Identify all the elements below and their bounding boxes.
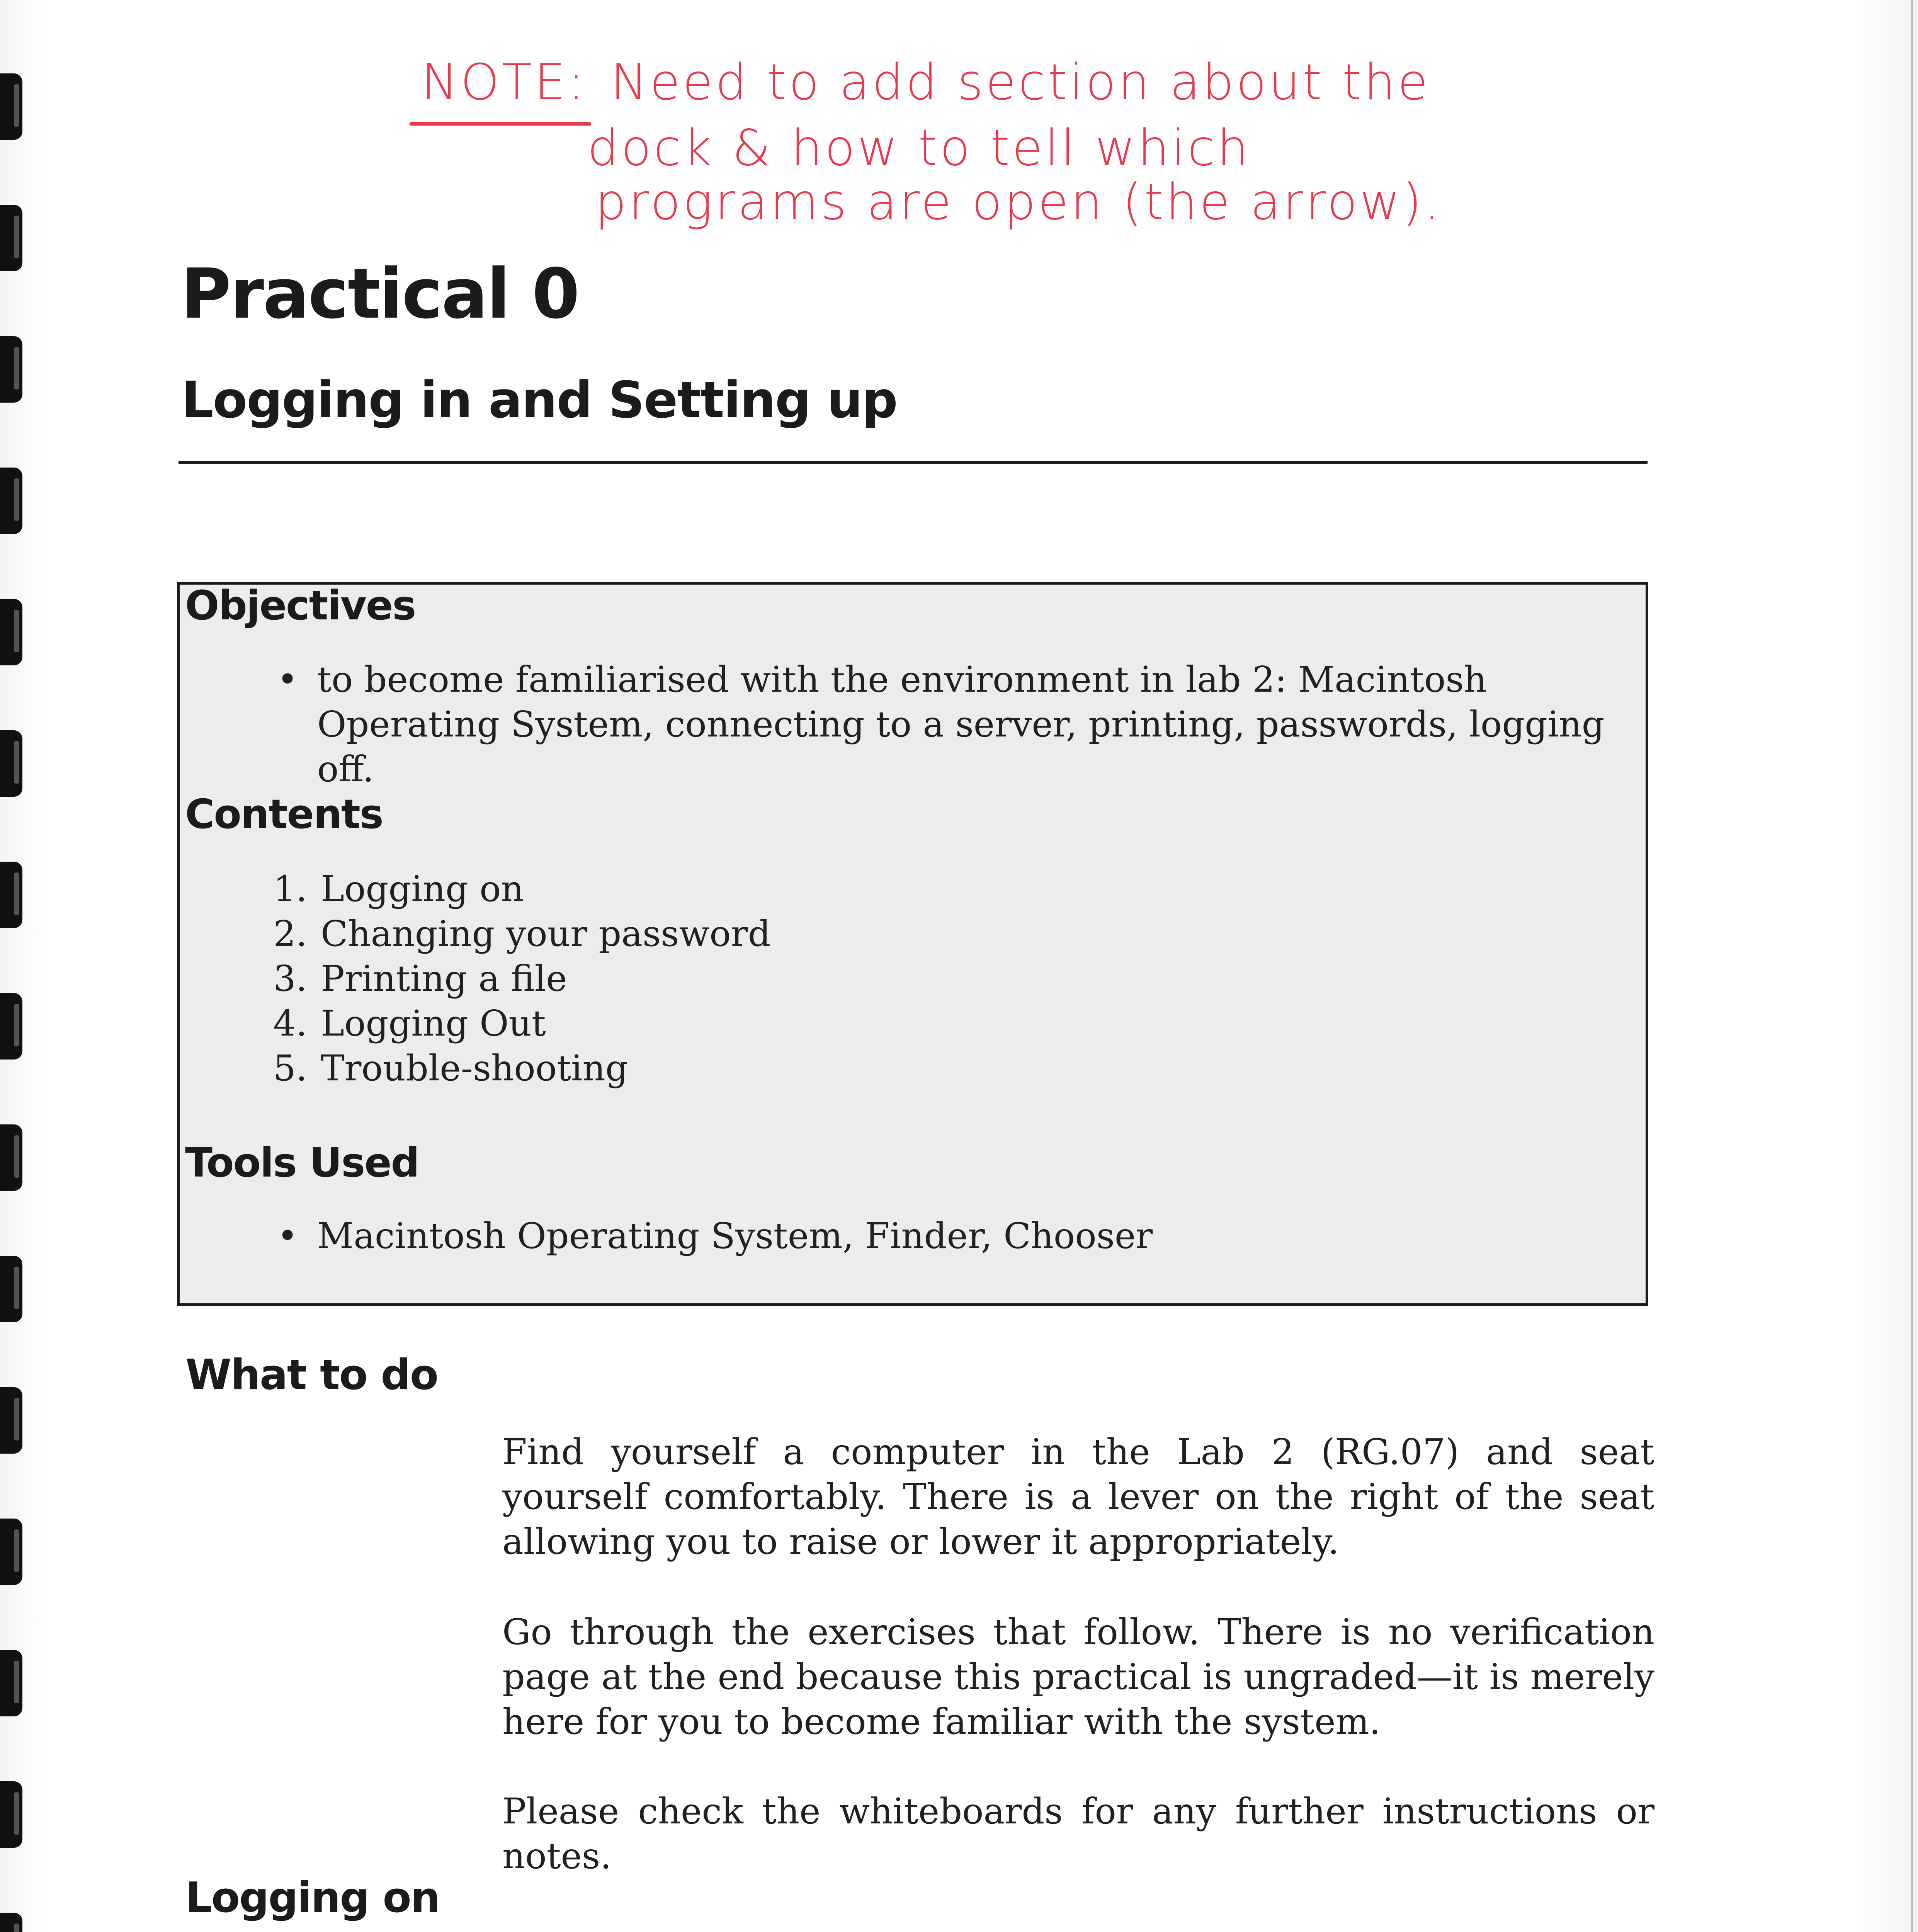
binding-ring (0, 1781, 22, 1848)
page-title: Practical 0 (181, 254, 579, 334)
contents-number: 5. (273, 1048, 307, 1089)
bullet-icon: • (277, 659, 298, 700)
binding-ring (0, 993, 22, 1060)
section-heading-what-to-do: What to do (185, 1351, 438, 1399)
binding-ring (0, 336, 22, 403)
tools-item: Macintosh Operating System, Finder, Chooser (317, 1215, 1153, 1257)
contents-item-printing: Printing a file (321, 958, 567, 999)
contents-item-trouble-shooting: Trouble-shooting (321, 1048, 628, 1089)
contents-number: 2. (273, 913, 307, 954)
annotation-line-3: programs are open (the arrow). (595, 173, 1442, 231)
title-divider (179, 461, 1648, 464)
objectives-heading: Objectives (185, 582, 416, 629)
binding-ring (0, 599, 22, 665)
binding-ring (0, 73, 22, 140)
contents-number: 4. (273, 1003, 307, 1044)
binding-ring (0, 1519, 22, 1585)
binding-ring (0, 730, 22, 797)
paragraph: Find yourself a computer in the Lab 2 (RG.07) and seat yourself comfortably. There is a lever on the right of the seat allowing you to raise or lower it appropriately. (502, 1431, 1654, 1562)
paragraph: Please check the whiteboards for any further instructions or notes. (502, 1791, 1654, 1877)
annotation-line-1: Need to add section about the (610, 54, 1430, 111)
paragraph: Go through the exercises that follow. There is no verification page at the end because this practical is ungraded—it is merely here for you to become familiar with the system. (502, 1611, 1654, 1742)
section-heading-logging-on: Logging on (185, 1874, 440, 1922)
objectives-box (177, 582, 1648, 1306)
binding-ring (0, 1913, 22, 1932)
contents-number: 3. (273, 958, 307, 999)
tools-heading: Tools Used (185, 1139, 419, 1186)
page-edge-right (1911, 0, 1913, 1932)
objective-item: to become familiarised with the environment in lab 2: Macintosh Operating System, connecting to a server, printing, passwords, logging off. (317, 659, 1605, 790)
annotation-line-2: dock & how to tell which (587, 119, 1251, 177)
annotation-underline (410, 122, 591, 126)
binding-ring (0, 205, 22, 271)
binding-ring (0, 1256, 22, 1322)
contents-number: 1. (273, 868, 307, 910)
bullet-icon: • (277, 1215, 298, 1257)
binding-ring (0, 1650, 22, 1716)
binding-ring (0, 1124, 22, 1191)
page-subtitle: Logging in and Setting up (182, 371, 897, 429)
contents-heading: Contents (185, 791, 383, 838)
binding-ring (0, 468, 22, 534)
annotation-note-label: NOTE: (421, 54, 587, 111)
contents-item-logging-on: Logging on (321, 868, 524, 910)
binding-ring (0, 1387, 22, 1454)
contents-item-changing-password: Changing your password (321, 913, 771, 954)
binding-ring (0, 862, 22, 928)
contents-item-logging-out: Logging Out (321, 1003, 546, 1044)
